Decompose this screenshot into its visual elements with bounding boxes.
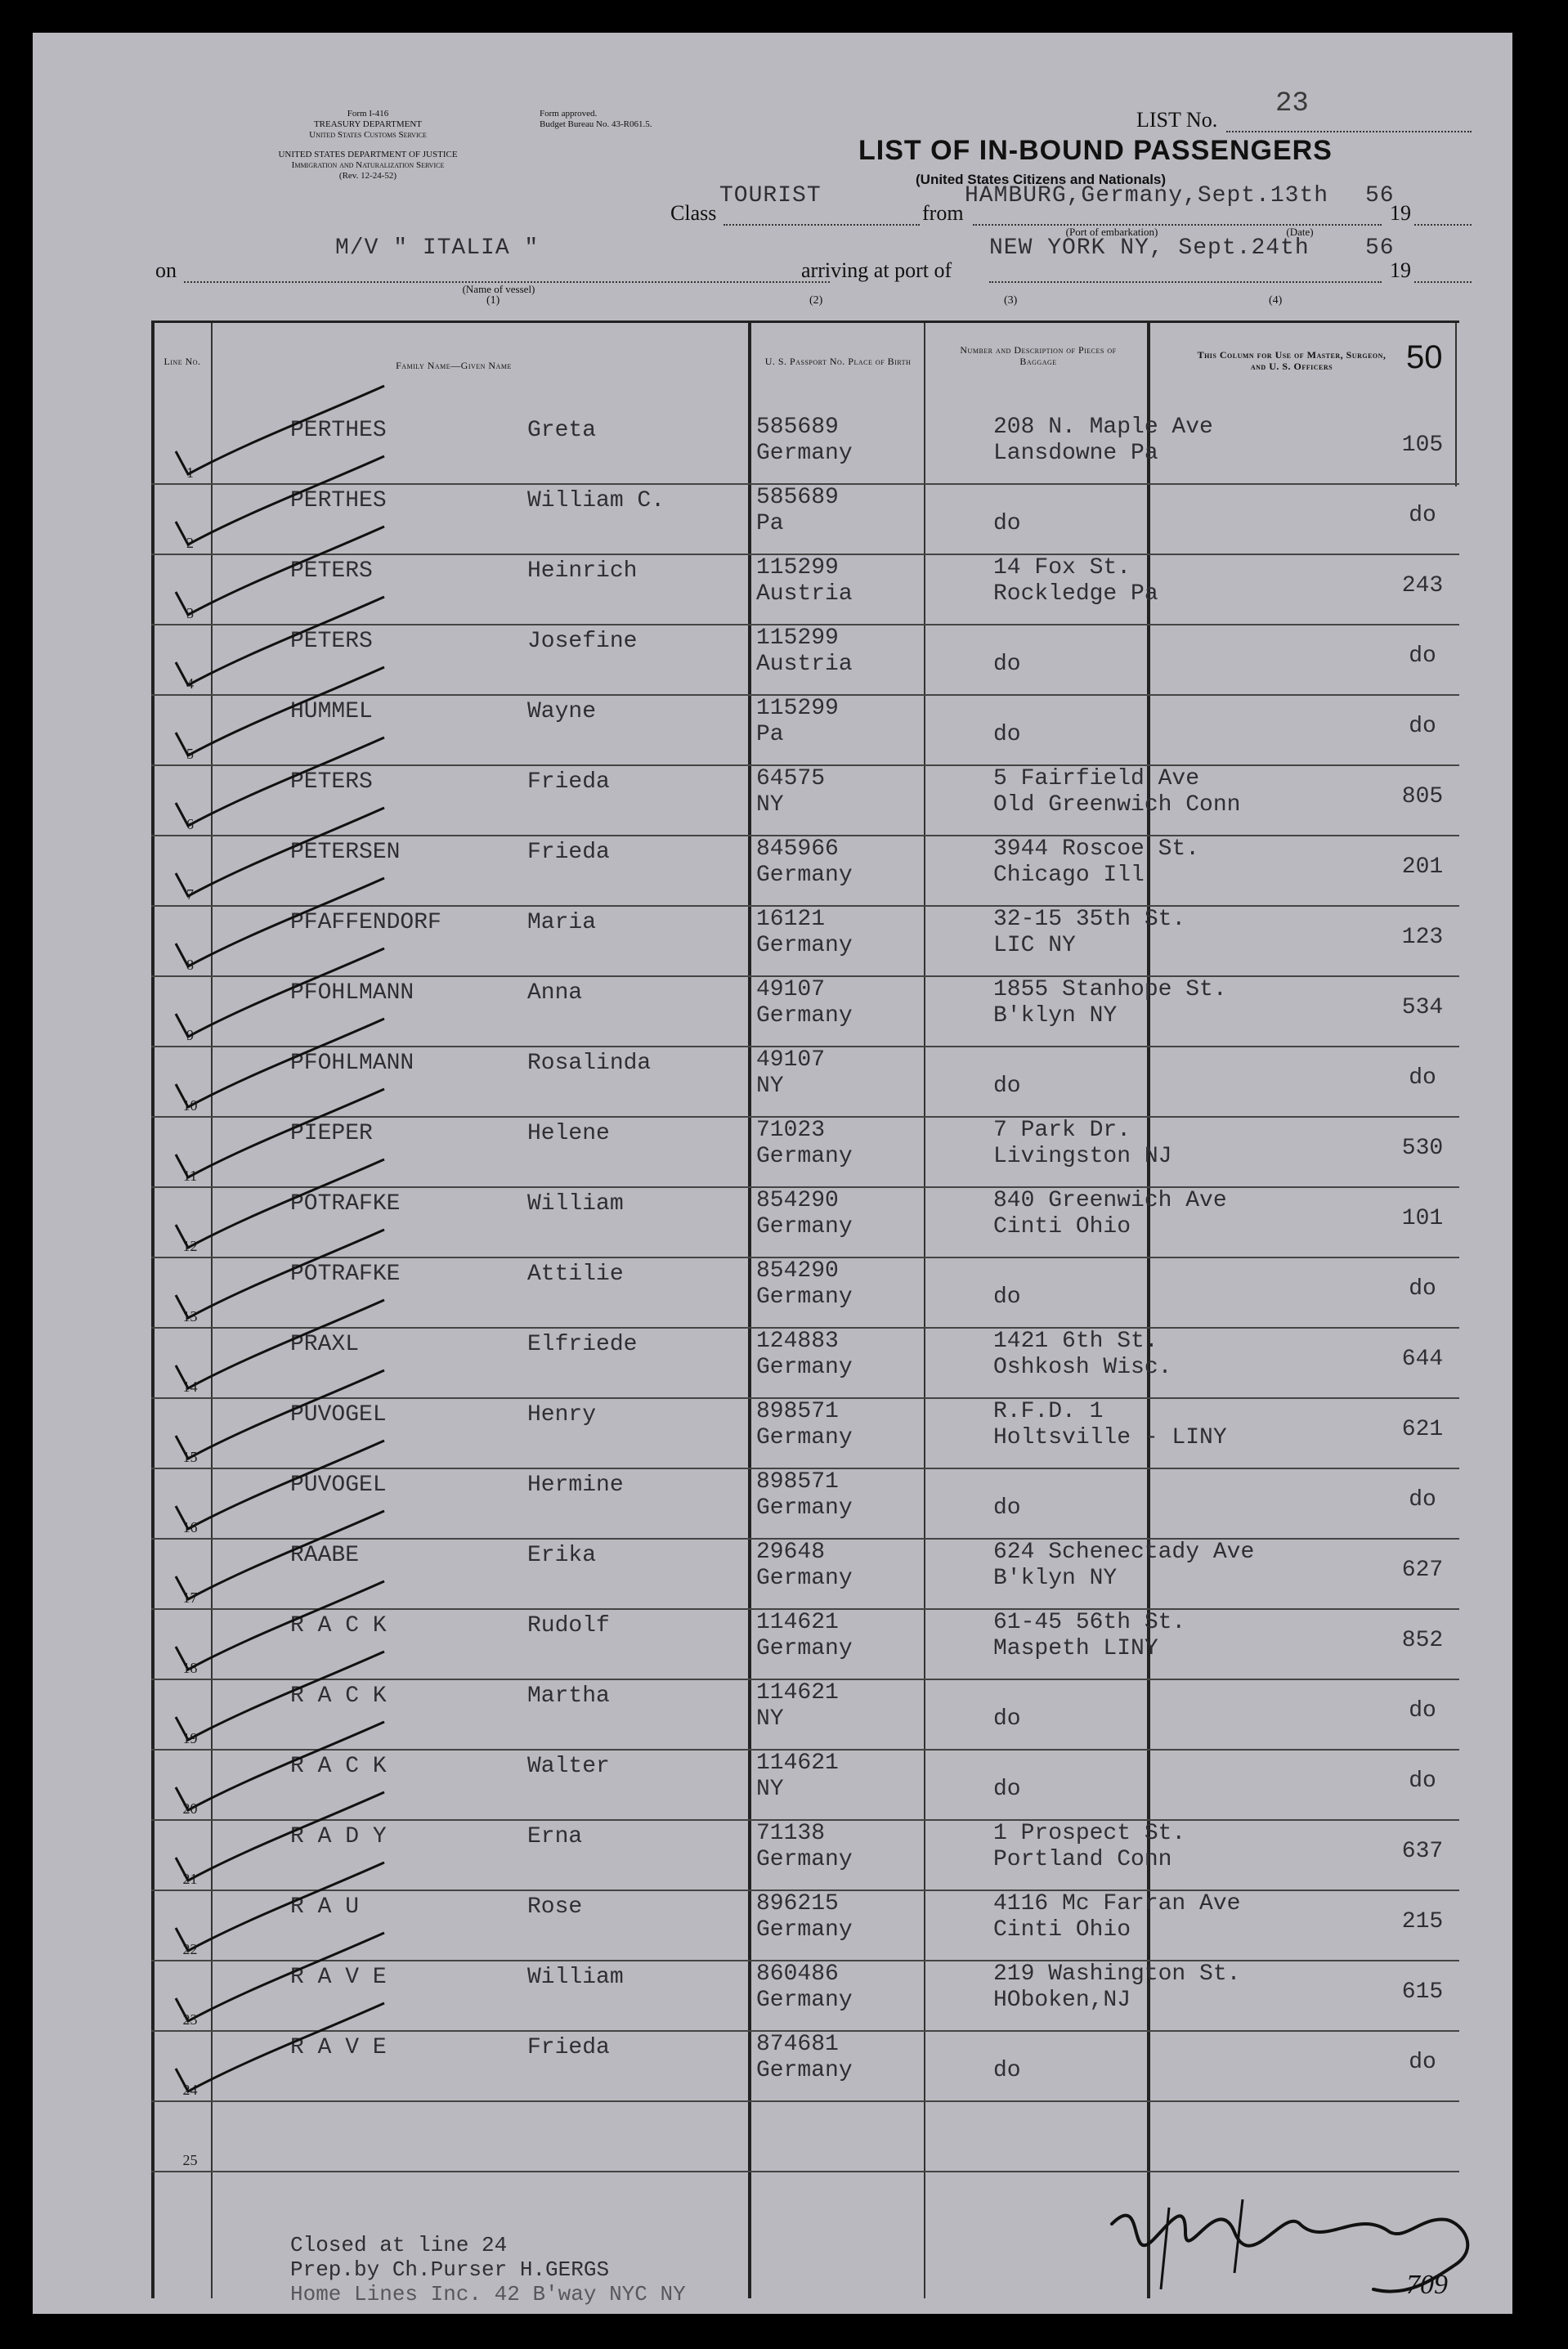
given-name: Frieda — [527, 2035, 610, 2060]
officer-number: do — [1409, 1276, 1436, 1302]
address-line-1: 61-45 56th St. — [993, 1610, 1186, 1635]
place-of-birth: Germany — [756, 1425, 853, 1450]
address-line-2: HOboken,NJ — [993, 1988, 1131, 2013]
place-of-birth: Germany — [756, 1495, 853, 1521]
family-name: PERTHES — [290, 488, 387, 513]
family-name: R A C K — [290, 1613, 387, 1638]
header-name: Family Name—Given Name — [396, 360, 512, 371]
line-number: 25 — [182, 2152, 198, 2168]
address-line-2: do — [993, 1074, 1021, 1099]
family-name: HUMMEL — [290, 699, 373, 724]
address-line-1: R.F.D. 1 — [993, 1399, 1104, 1424]
address-line-2: Lansdowne Pa — [993, 441, 1158, 466]
officer-number: 215 — [1401, 1909, 1444, 1934]
officer-number: 530 — [1401, 1136, 1444, 1161]
family-name: RAABE — [290, 1543, 360, 1568]
officer-number: 243 — [1401, 573, 1444, 598]
check-mark — [176, 456, 384, 545]
address-line-1: 5 Fairfield Ave — [993, 766, 1200, 791]
place-of-birth: Germany — [756, 1566, 853, 1591]
place-of-birth: Austria — [756, 581, 853, 607]
address-line-1: 7 Park Dr. — [993, 1118, 1131, 1143]
address-line-2: Maspeth LINY — [993, 1636, 1158, 1661]
address-line-1: 14 Fox St. — [993, 555, 1131, 581]
header-passport: U. S. Passport No. Place of Birth — [764, 356, 912, 367]
check-mark — [176, 1230, 384, 1318]
given-name: Wayne — [527, 699, 597, 724]
officer-number: 805 — [1401, 784, 1444, 809]
line-number: 20 — [182, 1800, 198, 1817]
check-mark — [176, 1019, 384, 1107]
passport-number: 16121 — [756, 907, 826, 932]
header-officers: This Column for Use of Master, Surgeon, and U. S. Officers — [1197, 349, 1387, 372]
page-subtitle: (United States Citizens and Nationals) — [916, 172, 1167, 187]
passport-number: 845966 — [756, 836, 839, 862]
check-mark — [176, 2003, 384, 2091]
line-number: 21 — [182, 1871, 198, 1887]
passport-number: 49107 — [756, 977, 826, 1002]
signature-number: 709 — [1406, 2270, 1448, 2300]
from-year: 56 — [1365, 183, 1395, 208]
place-of-birth: Germany — [756, 1144, 853, 1169]
justice-department: UNITED STATES DEPARTMENT OF JUSTICE — [278, 150, 458, 159]
address-line-2: Chicago Ill — [993, 863, 1145, 888]
given-name: Martha — [527, 1683, 610, 1709]
family-name: R A D Y — [290, 1824, 387, 1849]
check-mark — [176, 597, 384, 685]
passport-number: 49107 — [756, 1047, 826, 1073]
closing-line-2: Prep.by Ch.Purser H.GERGS — [290, 2257, 610, 2282]
address-line-2: Holtsville - LINY — [993, 1425, 1227, 1450]
officer-number: do — [1409, 1698, 1436, 1724]
address-line-1: 1421 6th St. — [993, 1329, 1158, 1354]
check-mark — [176, 386, 384, 474]
place-of-birth: Germany — [756, 1284, 853, 1310]
check-mark — [176, 948, 384, 1037]
address-line-2: Rockledge Pa — [993, 581, 1158, 607]
family-name: PETERSEN — [290, 840, 401, 865]
line-number: 4 — [186, 675, 194, 692]
address-line-1: 624 Schenectady Ave — [993, 1540, 1255, 1565]
passport-number: 896215 — [756, 1891, 839, 1916]
place-of-birth: Germany — [756, 1988, 853, 2013]
closing-line-3: Home Lines Inc. 42 B'way NYC NY — [290, 2282, 686, 2306]
line-number: 18 — [182, 1660, 198, 1676]
check-mark — [176, 1933, 384, 2021]
family-name: R A C K — [290, 1754, 387, 1779]
officer-number: do — [1409, 1768, 1436, 1794]
given-name: William — [527, 1965, 624, 1990]
from-year-prefix: 19 — [1390, 201, 1411, 225]
check-mark — [176, 1159, 384, 1248]
family-name: PETERS — [290, 629, 373, 654]
address-line-2: Cinti Ohio — [993, 1214, 1131, 1240]
family-name: R A U — [290, 1894, 360, 1920]
form-approved: Form approved. — [540, 109, 598, 119]
address-line-1: 32-15 35th St. — [993, 907, 1186, 932]
date-caption: (Date) — [1286, 226, 1314, 238]
passport-number: 860486 — [756, 1961, 839, 1987]
given-name: Erika — [527, 1543, 597, 1568]
line-number: 6 — [186, 816, 194, 832]
passport-number: 854290 — [756, 1188, 839, 1213]
passport-number: 898571 — [756, 1469, 839, 1495]
arrival-port: NEW YORK NY, Sept.24th — [989, 235, 1310, 261]
officer-number: 637 — [1401, 1839, 1444, 1864]
officer-number: 621 — [1401, 1417, 1444, 1442]
officer-number: 852 — [1401, 1628, 1444, 1653]
vessel-caption: (Name of vessel) — [462, 283, 535, 295]
officer-number: 627 — [1401, 1558, 1444, 1583]
line-number: 13 — [182, 1308, 198, 1325]
given-name: Hermine — [527, 1473, 624, 1498]
immigration-service: Immigration and Naturalization Service — [291, 160, 445, 170]
given-name: Rose — [527, 1894, 583, 1920]
header-baggage: Number and Description of Pieces of Baggage — [960, 344, 1117, 367]
given-name: William C. — [527, 488, 665, 513]
closing-line-1: Closed at line 24 — [290, 2233, 508, 2257]
check-mark — [176, 1300, 384, 1388]
passport-number: 124883 — [756, 1329, 839, 1354]
given-name: Frieda — [527, 840, 610, 865]
revision-date: (Rev. 12-24-52) — [338, 171, 397, 181]
line-number: 5 — [186, 746, 194, 762]
given-name: Rudolf — [527, 1613, 610, 1638]
line-number: 23 — [182, 2011, 198, 2028]
passport-number: 64575 — [756, 766, 826, 791]
check-mark — [176, 1863, 384, 1951]
officer-number: 105 — [1401, 433, 1444, 458]
check-mark — [176, 1792, 384, 1881]
check-mark — [176, 808, 384, 896]
given-name: Josefine — [527, 629, 638, 654]
line-number: 14 — [182, 1378, 198, 1395]
line-number: 1 — [186, 464, 194, 481]
place-of-birth: Germany — [756, 1917, 853, 1943]
officer-number: 123 — [1401, 925, 1444, 950]
line-number: 17 — [182, 1589, 198, 1606]
given-name: Rosalinda — [527, 1051, 652, 1076]
passport-number: 115299 — [756, 555, 839, 581]
place-of-birth: Austria — [756, 652, 853, 677]
customs-service: United States Customs Service — [309, 130, 427, 140]
passport-number: 585689 — [756, 415, 839, 440]
line-number: 19 — [182, 1730, 198, 1746]
address-line-2: Cinti Ohio — [993, 1917, 1131, 1943]
col-num-1: (1) — [486, 294, 500, 307]
line-number: 22 — [182, 1941, 198, 1957]
col-num-3: (3) — [1004, 294, 1018, 307]
family-name: PFAFFENDORF — [290, 910, 441, 935]
line-number: 24 — [182, 2082, 198, 2098]
passport-number: 854290 — [756, 1258, 839, 1284]
officer-number: 644 — [1401, 1347, 1444, 1372]
officer-number: 201 — [1401, 854, 1444, 880]
passport-number: 114621 — [756, 1751, 839, 1776]
given-name: Elfriede — [527, 1332, 638, 1357]
arriving-label: arriving at port of — [801, 258, 952, 282]
col-num-2: (2) — [809, 294, 823, 307]
line-number: 10 — [182, 1097, 198, 1114]
check-marks — [33, 33, 1512, 2314]
list-no-label: LIST No. — [1136, 108, 1218, 132]
given-name: William — [527, 1191, 624, 1217]
passport-number: 71138 — [756, 1821, 826, 1846]
address-line-2: Old Greenwich Conn — [993, 792, 1241, 818]
address-line-2: do — [993, 1706, 1021, 1732]
line-number: 3 — [186, 605, 194, 621]
place-of-birth: Germany — [756, 1847, 853, 1872]
line-number: 16 — [182, 1519, 198, 1535]
family-name: PERTHES — [290, 418, 387, 443]
check-mark — [176, 1370, 384, 1459]
place-of-birth: Germany — [756, 1003, 853, 1029]
passport-number: 874681 — [756, 2032, 839, 2057]
address-line-1: 1 Prospect St. — [993, 1821, 1186, 1846]
from-value: HAMBURG,Germany,Sept.13th — [965, 183, 1329, 208]
place-of-birth: Germany — [756, 1355, 853, 1380]
address-line-2: Portland Conn — [993, 1847, 1172, 1872]
given-name: Helene — [527, 1121, 610, 1146]
address-line-2: do — [993, 1284, 1021, 1310]
address-line-1: 840 Greenwich Ave — [993, 1188, 1227, 1213]
place-of-birth: Germany — [756, 933, 853, 958]
officer-signature — [1095, 2175, 1521, 2306]
check-mark — [176, 1089, 384, 1177]
address-line-2: Livingston NJ — [993, 1144, 1172, 1169]
line-number: 2 — [186, 535, 194, 551]
vessel-name: M/V " ITALIA " — [335, 235, 540, 261]
from-label: from — [922, 201, 964, 225]
line-number: 8 — [186, 957, 194, 973]
check-mark — [176, 878, 384, 966]
family-name: PIEPER — [290, 1121, 373, 1146]
check-mark — [176, 737, 384, 826]
place-of-birth: NY — [756, 1777, 784, 1802]
address-line-2: do — [993, 2058, 1021, 2083]
check-mark — [176, 1581, 384, 1670]
on-label: on — [155, 258, 177, 282]
col-num-4: (4) — [1269, 294, 1283, 307]
family-name: PUVOGEL — [290, 1473, 387, 1498]
place-of-birth: Germany — [756, 1636, 853, 1661]
given-name: Greta — [527, 418, 597, 443]
class-value: TOURIST — [719, 183, 822, 208]
address-line-1: 208 N. Maple Ave — [993, 415, 1213, 440]
given-name: Attilie — [527, 1262, 624, 1287]
address-line-2: B'klyn NY — [993, 1566, 1118, 1591]
given-name: Henry — [527, 1402, 597, 1428]
officer-number: 534 — [1401, 995, 1444, 1020]
family-name: R A C K — [290, 1683, 387, 1709]
place-of-birth: Pa — [756, 511, 784, 536]
address-line-2: B'klyn NY — [993, 1003, 1118, 1029]
given-name: Frieda — [527, 769, 610, 795]
given-name: Heinrich — [527, 558, 638, 584]
passport-number: 585689 — [756, 485, 839, 510]
officer-number: do — [1409, 643, 1436, 669]
check-mark — [176, 667, 384, 755]
arrival-year: 56 — [1365, 235, 1395, 261]
list-no-value: 23 — [1275, 88, 1309, 119]
line-number: 15 — [182, 1449, 198, 1465]
address-line-2: LIC NY — [993, 933, 1076, 958]
passport-number: 115299 — [756, 625, 839, 651]
family-name: PFOHLMANN — [290, 1051, 414, 1076]
place-of-birth: NY — [756, 792, 784, 818]
line-number: 12 — [182, 1238, 198, 1254]
address-line-2: do — [993, 511, 1021, 536]
given-name: Anna — [527, 980, 583, 1006]
address-line-2: do — [993, 1495, 1021, 1521]
line-number: 7 — [186, 886, 194, 903]
passport-number: 114621 — [756, 1680, 839, 1706]
given-name: Maria — [527, 910, 597, 935]
address-line-1: 4116 Mc Farran Ave — [993, 1891, 1241, 1916]
family-name: PETERS — [290, 769, 373, 795]
check-mark — [176, 1652, 384, 1740]
address-line-1: 1855 Stanhope St. — [993, 977, 1227, 1002]
officer-number: 101 — [1401, 1206, 1444, 1231]
place-of-birth: Germany — [756, 863, 853, 888]
family-name: PUVOGEL — [290, 1402, 387, 1428]
port-embarkation-caption: (Port of embarkation) — [1065, 226, 1158, 238]
passport-number: 71023 — [756, 1118, 826, 1143]
arrival-year-prefix: 19 — [1390, 258, 1411, 282]
place-of-birth: NY — [756, 1074, 784, 1099]
header-line-no: Line No. — [164, 356, 201, 367]
passport-number: 115299 — [756, 696, 839, 721]
manifest-sheet — [33, 33, 1512, 2314]
check-mark — [176, 1441, 384, 1529]
officer-number: do — [1409, 2050, 1436, 2075]
place-of-birth: Germany — [756, 441, 853, 466]
family-name: PFOHLMANN — [290, 980, 414, 1006]
address-line-2: do — [993, 1777, 1021, 1802]
address-line-2: do — [993, 722, 1021, 747]
check-mark — [176, 527, 384, 615]
check-mark — [176, 1511, 384, 1599]
officer-number: do — [1409, 1065, 1436, 1091]
passport-number: 898571 — [756, 1399, 839, 1424]
passport-number: 29648 — [756, 1540, 826, 1565]
budget-bureau: Budget Bureau No. 43-R061.5. — [540, 119, 652, 129]
given-name: Walter — [527, 1754, 610, 1779]
place-of-birth: Germany — [756, 1214, 853, 1240]
address-line-1: 219 Washington St. — [993, 1961, 1241, 1987]
officer-number: do — [1409, 1487, 1436, 1513]
class-label: Class — [670, 201, 717, 225]
family-name: R A V E — [290, 1965, 387, 1990]
place-of-birth: NY — [756, 1706, 784, 1732]
corner-number: 50 — [1406, 339, 1443, 375]
address-line-2: Oshkosh Wisc. — [993, 1355, 1172, 1380]
officer-number: 615 — [1401, 1979, 1444, 2005]
line-number: 11 — [182, 1168, 198, 1184]
officer-number: do — [1409, 714, 1436, 739]
family-name: POTRAFKE — [290, 1262, 401, 1287]
page-title: LIST OF IN-BOUND PASSENGERS — [858, 135, 1333, 166]
family-name: PETERS — [290, 558, 373, 584]
form-number: Form I-416 — [347, 109, 389, 119]
line-number: 9 — [186, 1027, 194, 1043]
officer-number: do — [1409, 503, 1436, 528]
address-line-2: do — [993, 652, 1021, 677]
given-name: Erna — [527, 1824, 583, 1849]
check-mark — [176, 1722, 384, 1810]
address-line-1: 3944 Roscoe St. — [993, 836, 1200, 862]
family-name: PRAXL — [290, 1332, 360, 1357]
family-name: POTRAFKE — [290, 1191, 401, 1217]
place-of-birth: Germany — [756, 2058, 853, 2083]
family-name: R A V E — [290, 2035, 387, 2060]
place-of-birth: Pa — [756, 722, 784, 747]
passport-number: 114621 — [756, 1610, 839, 1635]
treasury-department: TREASURY DEPARTMENT — [313, 119, 423, 129]
